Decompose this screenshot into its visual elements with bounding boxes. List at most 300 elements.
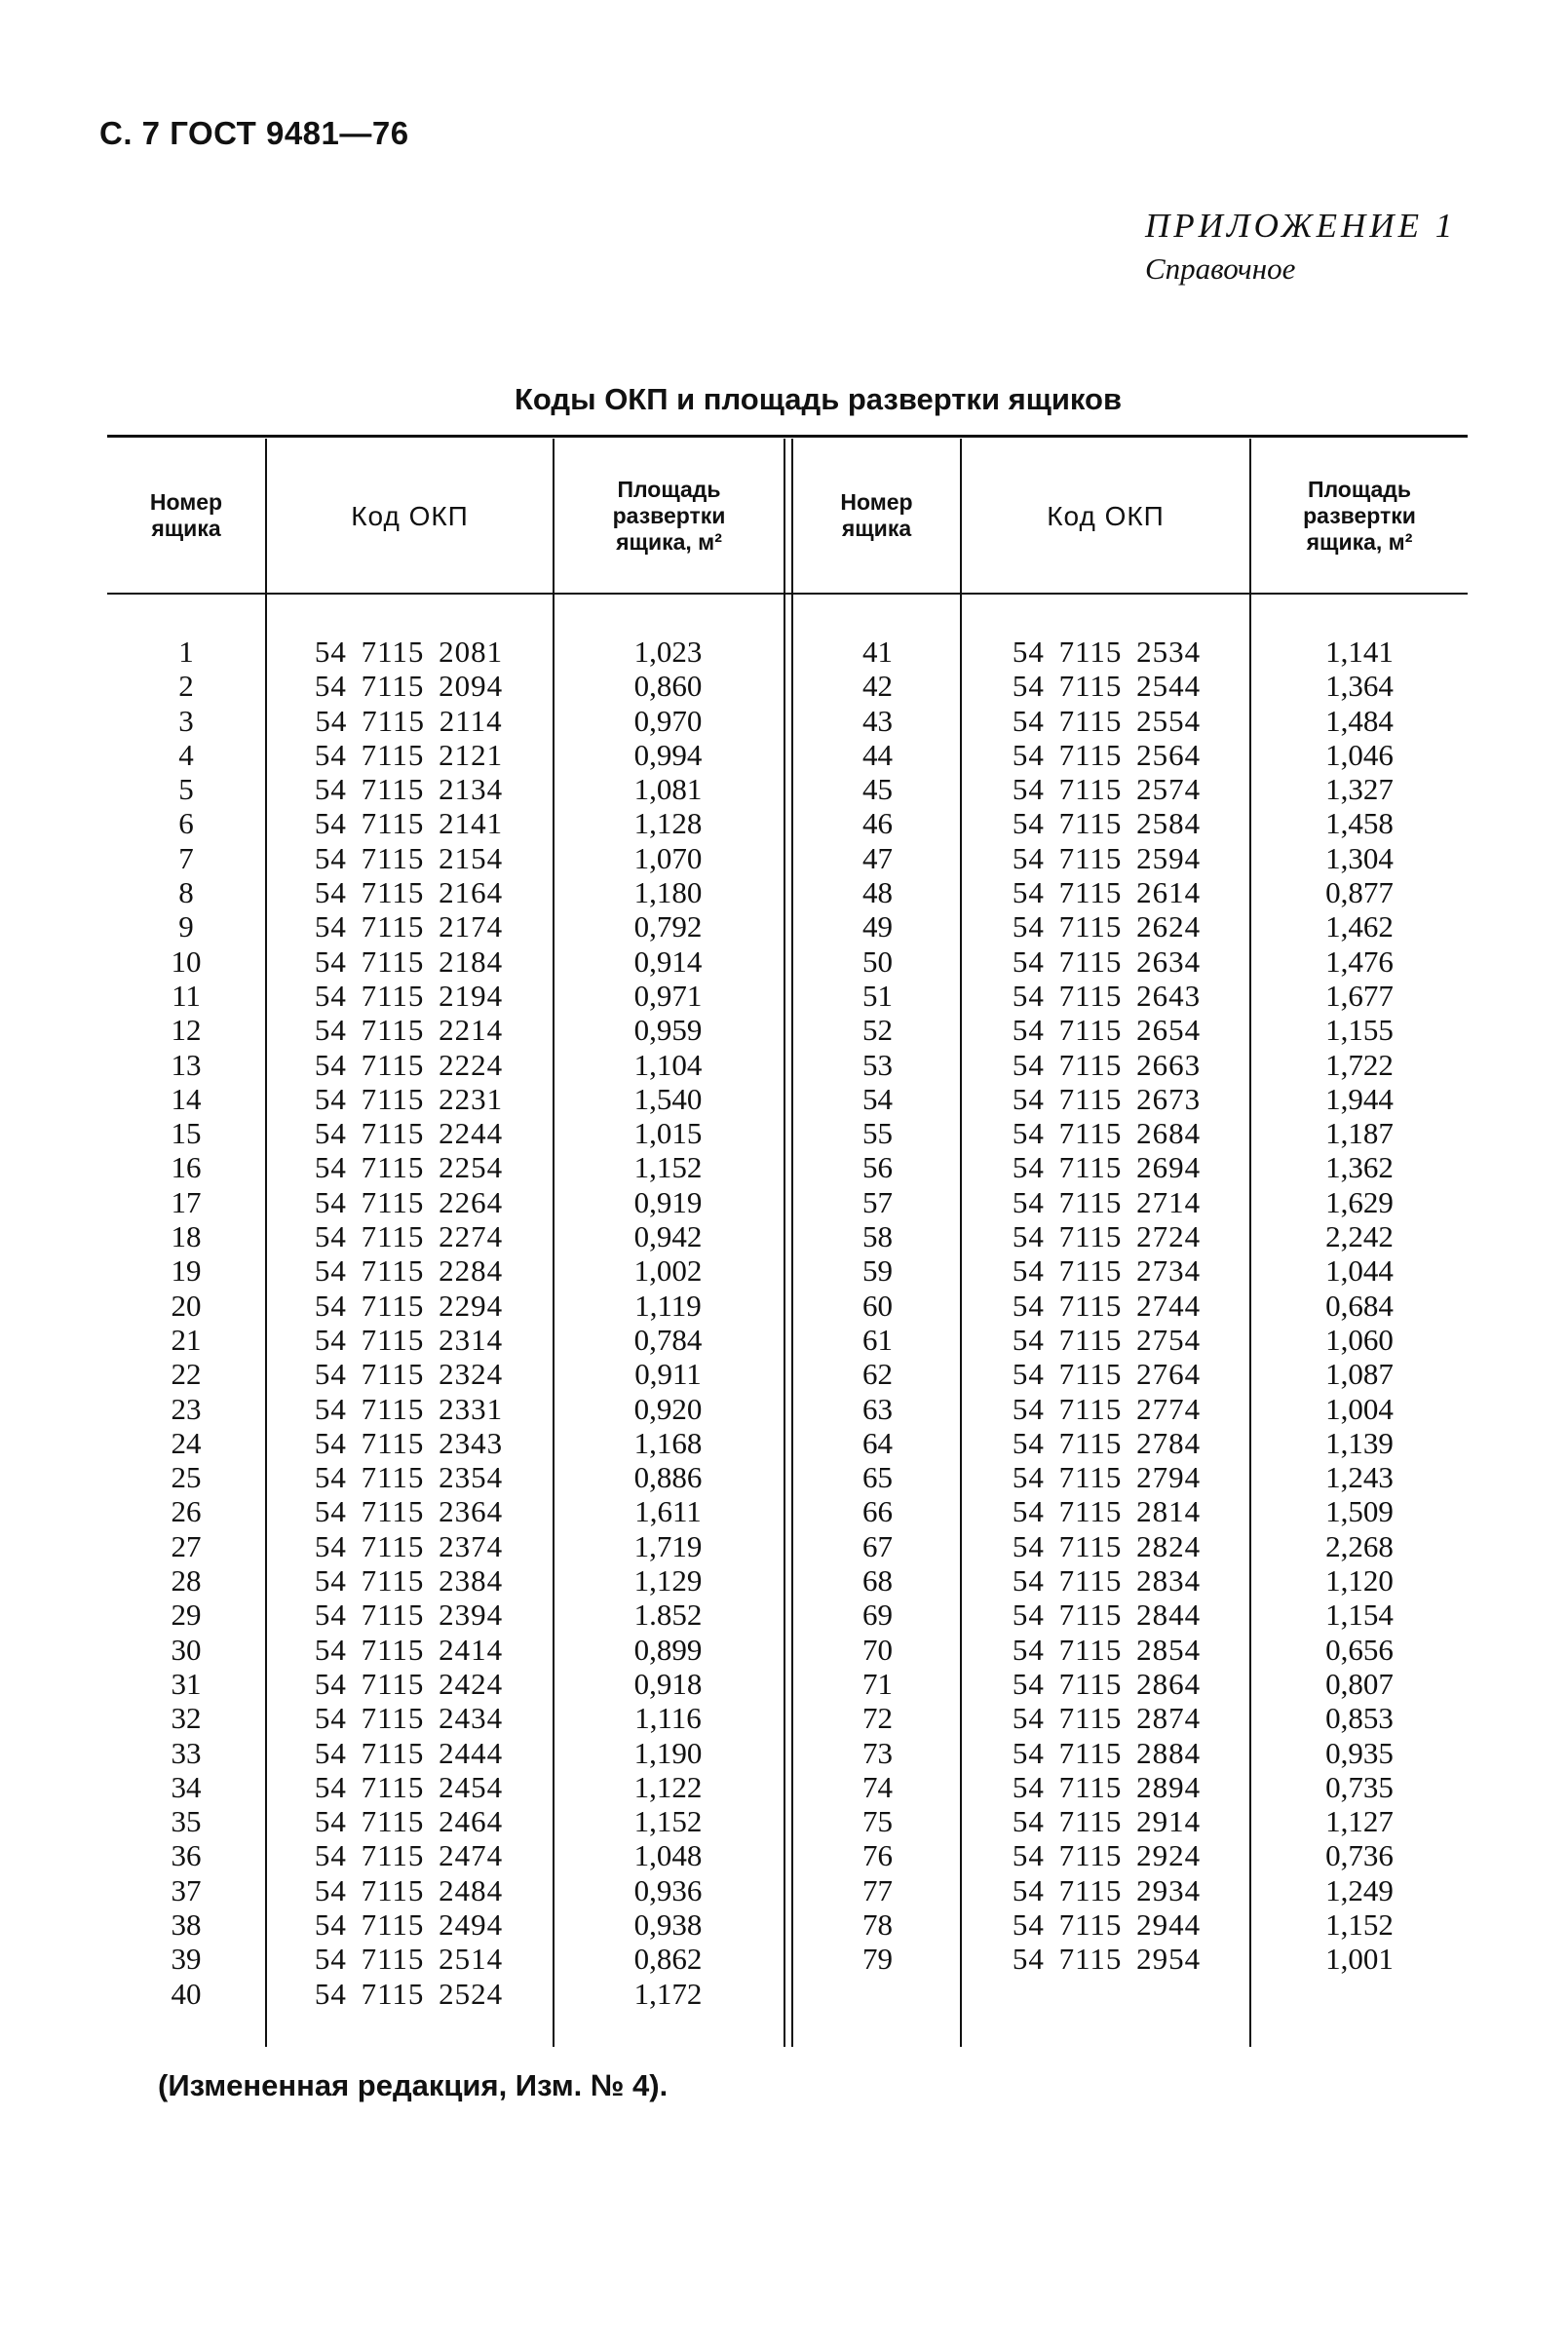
okp-code-cell: 54 7115 2464: [314, 1804, 504, 1839]
area-cell: 1,044: [1325, 1253, 1394, 1289]
table-row: [793, 772, 1468, 806]
okp-code-cell: 54 7115 2314: [314, 1322, 504, 1357]
okp-code-cell: 54 7115 2484: [314, 1872, 504, 1907]
table-row: [107, 1770, 784, 1804]
area-cell: 1,152: [1325, 1906, 1394, 1942]
area-cell: 1,128: [633, 806, 703, 841]
box-number-cell: 69: [862, 1598, 893, 1633]
okp-code-cell: 54 7115 2914: [1012, 1804, 1202, 1839]
area-cell: 1,364: [1325, 669, 1394, 704]
table-row: [793, 841, 1468, 875]
table-row: [107, 1219, 784, 1253]
okp-code-cell: 54 7115 2154: [314, 840, 504, 875]
area-cell: 1,004: [1325, 1391, 1394, 1426]
box-number-cell: 29: [171, 1598, 202, 1633]
okp-code-cell: 54 7115 2114: [315, 703, 503, 738]
box-number-cell: 60: [862, 1288, 893, 1323]
box-number-cell: 37: [171, 1872, 202, 1907]
area-cell: 0,920: [633, 1391, 703, 1426]
box-number-cell: 21: [171, 1322, 202, 1357]
area-cell: 0,911: [634, 1357, 702, 1392]
area-cell: 1,048: [633, 1838, 703, 1873]
box-number-cell: 49: [862, 909, 893, 944]
okp-code-cell: 54 7115 2614: [1012, 875, 1202, 910]
area-cell: 1,362: [1325, 1150, 1394, 1185]
area-cell: 0,959: [633, 1013, 703, 1048]
okp-code-cell: 54 7115 2164: [314, 875, 504, 910]
table-row: [107, 841, 784, 875]
box-number-cell: 68: [862, 1563, 893, 1598]
table-row: [107, 875, 784, 909]
left-table-body: [107, 635, 784, 2011]
okp-code-cell: 54 7115 2724: [1012, 1219, 1202, 1254]
table-row: [107, 1873, 784, 1907]
okp-code-cell: 54 7115 2574: [1012, 772, 1202, 807]
okp-code-cell: 54 7115 2844: [1012, 1598, 1202, 1633]
appendix-title: ПРИЛОЖЕНИЕ 1: [1145, 207, 1457, 245]
box-number-cell: 61: [862, 1322, 893, 1357]
table-row: [107, 909, 784, 943]
table-row: [793, 1048, 1468, 1082]
header-box-number: [107, 439, 265, 593]
table-row: [793, 704, 1468, 738]
header-number-line2: ящика: [841, 516, 912, 541]
appendix-label: [1145, 207, 1467, 287]
area-cell: 0,914: [633, 943, 703, 979]
area-cell: 1,139: [1325, 1425, 1394, 1460]
area-cell: 1,722: [1325, 1047, 1394, 1082]
table-row: [793, 1563, 1468, 1598]
table-row: [107, 1977, 784, 2011]
okp-code-cell: 54 7115 2884: [1012, 1735, 1202, 1770]
area-cell: 0,994: [633, 737, 703, 772]
table-row: [793, 1150, 1468, 1184]
header-area-right: [1251, 439, 1468, 593]
area-cell: 0,942: [633, 1219, 703, 1254]
table-row: [793, 875, 1468, 909]
box-number-cell: 6: [178, 806, 194, 841]
table-row: [107, 1736, 784, 1770]
area-cell: 2,268: [1325, 1528, 1394, 1563]
table-row: [107, 1116, 784, 1150]
header-area-line1: Площадь: [617, 476, 721, 502]
box-number-cell: 73: [862, 1735, 893, 1770]
okp-code-cell: 54 7115 2424: [314, 1666, 504, 1701]
okp-code-cell: 54 7115 2774: [1012, 1391, 1202, 1426]
table-row: [107, 738, 784, 772]
okp-code-cell: 54 7115 2094: [314, 669, 504, 704]
box-number-cell: 31: [171, 1666, 202, 1701]
box-number-cell: 1: [178, 635, 194, 669]
box-number-cell: 63: [862, 1391, 893, 1426]
table-row: [793, 1082, 1468, 1116]
document-reference: С. 7 ГОСТ 9481—76: [99, 115, 409, 151]
area-cell: 1,719: [633, 1528, 703, 1563]
header-area-line1: Площадь: [1307, 476, 1412, 502]
area-cell: 2,242: [1325, 1219, 1394, 1254]
area-cell: 1,046: [1325, 737, 1394, 772]
area-cell: 0,862: [633, 1942, 703, 1977]
okp-code-cell: 54 7115 2134: [314, 772, 504, 807]
table-row: [793, 1253, 1468, 1288]
area-cell: 1,677: [1325, 978, 1394, 1013]
okp-code-cell: 54 7115 2374: [314, 1528, 504, 1563]
okp-code-cell: 54 7115 2734: [1012, 1253, 1202, 1289]
box-number-cell: 39: [171, 1942, 202, 1977]
okp-code-cell: 54 7115 2394: [314, 1598, 504, 1633]
box-number-cell: 17: [171, 1184, 202, 1219]
okp-code-cell: 54 7115 2894: [1012, 1769, 1202, 1804]
area-cell: 0,656: [1325, 1632, 1394, 1667]
table-row: [793, 1185, 1468, 1219]
box-number-cell: 79: [862, 1942, 893, 1977]
area-cell: 1,172: [633, 1976, 703, 2011]
box-number-cell: 72: [862, 1701, 893, 1736]
box-number-cell: 2: [178, 669, 194, 704]
area-cell: 1,540: [633, 1081, 703, 1116]
okp-code-cell: 54 7115 2924: [1012, 1838, 1202, 1873]
okp-code-cell: 54 7115 2214: [314, 1013, 504, 1048]
area-cell: 1,127: [1325, 1804, 1394, 1839]
okp-code-cell: 54 7115 2684: [1012, 1116, 1202, 1151]
table-row: [107, 1633, 784, 1667]
table-row: [793, 1667, 1468, 1701]
header-area: [555, 439, 784, 593]
table-row: [793, 1804, 1468, 1838]
table-row: [793, 909, 1468, 943]
okp-code-cell: 54 7115 2634: [1012, 943, 1202, 979]
appendix-subtitle: Справочное: [1145, 251, 1296, 286]
table-row: [793, 1770, 1468, 1804]
header-code: Код ОКП: [351, 500, 469, 531]
box-number-cell: 7: [178, 840, 194, 875]
box-number-cell: 12: [171, 1013, 202, 1048]
okp-code-cell: 54 7115 2494: [314, 1906, 504, 1942]
box-number-cell: 62: [862, 1357, 893, 1392]
okp-code-cell: 54 7115 2121: [314, 737, 504, 772]
table-row: [793, 1116, 1468, 1150]
okp-code-cell: 54 7115 2714: [1012, 1184, 1202, 1219]
area-cell: 1,104: [633, 1047, 703, 1082]
area-cell: 0,936: [633, 1872, 703, 1907]
box-number-cell: 67: [862, 1528, 893, 1563]
okp-code-cell: 54 7115 2864: [1012, 1666, 1202, 1701]
table-row: [793, 1357, 1468, 1391]
area-cell: 1,122: [633, 1769, 703, 1804]
table-row: [107, 1598, 784, 1632]
okp-code-cell: 54 7115 2294: [314, 1288, 504, 1323]
area-cell: 1,476: [1325, 943, 1394, 979]
table-row: [107, 806, 784, 840]
area-cell: 1,060: [1325, 1322, 1394, 1357]
box-number-cell: 3: [178, 703, 194, 738]
box-number-cell: 25: [171, 1460, 202, 1495]
table-row: [107, 944, 784, 979]
box-number-cell: 78: [862, 1906, 893, 1942]
okp-code-cell: 54 7115 2794: [1012, 1460, 1202, 1495]
table-row: [107, 772, 784, 806]
table-row: [107, 669, 784, 703]
okp-code-cell: 54 7115 2874: [1012, 1701, 1202, 1736]
okp-code-cell: 54 7115 2534: [1012, 635, 1202, 669]
okp-code-cell: 54 7115 2384: [314, 1563, 504, 1598]
box-number-cell: 59: [862, 1253, 893, 1289]
area-cell: 0,938: [633, 1906, 703, 1942]
table-row: [793, 1289, 1468, 1323]
header-area-line2: развертки: [1303, 502, 1416, 528]
box-number-cell: 47: [862, 840, 893, 875]
table-top-rule: [107, 435, 1468, 438]
box-number-cell: 71: [862, 1666, 893, 1701]
box-number-cell: 75: [862, 1804, 893, 1839]
box-number-cell: 13: [171, 1047, 202, 1082]
table-row: [793, 1529, 1468, 1563]
okp-code-cell: 54 7115 2643: [1012, 978, 1202, 1013]
okp-code-cell: 54 7115 2174: [314, 909, 504, 944]
box-number-cell: 22: [171, 1357, 202, 1392]
header-area-line3: ящика, м²: [616, 528, 722, 555]
okp-code-cell: 54 7115 2663: [1012, 1047, 1202, 1082]
box-number-cell: 5: [178, 772, 194, 807]
table-row: [107, 1082, 784, 1116]
okp-code-cell: 54 7115 2324: [314, 1357, 504, 1392]
okp-code-cell: 54 7115 2764: [1012, 1357, 1202, 1392]
table-row: [107, 1357, 784, 1391]
table-row: [793, 1013, 1468, 1047]
center-double-divider: [784, 439, 785, 2047]
table-row: [793, 1598, 1468, 1632]
box-number-cell: 46: [862, 806, 893, 841]
area-cell: 1,509: [1325, 1494, 1394, 1529]
area-cell: 0,919: [633, 1184, 703, 1219]
area-cell: 1,249: [1325, 1872, 1394, 1907]
table-row: [793, 1701, 1468, 1735]
table-row: [107, 1150, 784, 1184]
okp-code-cell: 54 7115 2754: [1012, 1322, 1202, 1357]
area-cell: 1,327: [1325, 772, 1394, 807]
box-number-cell: 50: [862, 943, 893, 979]
table-row: [793, 1873, 1468, 1907]
box-number-cell: 11: [172, 978, 201, 1013]
okp-code-cell: 54 7115 2184: [314, 943, 504, 979]
area-cell: 1,304: [1325, 840, 1394, 875]
area-cell: 0,899: [633, 1632, 703, 1667]
table-row: [107, 1494, 784, 1528]
table-row: [107, 1013, 784, 1047]
table-row: [107, 1804, 784, 1838]
okp-code-cell: 54 7115 2254: [314, 1150, 504, 1185]
table-row: [793, 1942, 1468, 1976]
table-row: [793, 738, 1468, 772]
okp-code-cell: 54 7115 2594: [1012, 840, 1202, 875]
table-row: [107, 1529, 784, 1563]
right-table-body: [793, 635, 1468, 1977]
box-number-cell: 70: [862, 1632, 893, 1667]
okp-code-cell: 54 7115 2414: [314, 1632, 504, 1667]
okp-code-cell: 54 7115 2834: [1012, 1563, 1202, 1598]
box-number-cell: 35: [171, 1804, 202, 1839]
box-number-cell: 55: [862, 1116, 893, 1151]
okp-code-cell: 54 7115 2934: [1012, 1872, 1202, 1907]
box-number-cell: 32: [171, 1701, 202, 1736]
table-row: [107, 979, 784, 1013]
table-row: [793, 1460, 1468, 1494]
box-number-cell: 10: [171, 943, 202, 979]
area-cell: 0,971: [633, 978, 703, 1013]
area-cell: 1,458: [1325, 806, 1394, 841]
box-number-cell: 45: [862, 772, 893, 807]
okp-code-cell: 54 7115 2944: [1012, 1906, 1202, 1942]
okp-code-cell: 54 7115 2673: [1012, 1081, 1202, 1116]
header-box-number-right: [793, 439, 960, 593]
box-number-cell: 57: [862, 1184, 893, 1219]
okp-code-cell: 54 7115 2824: [1012, 1528, 1202, 1563]
table-row: [107, 1701, 784, 1735]
area-cell: 0,684: [1325, 1288, 1394, 1323]
box-number-cell: 34: [171, 1769, 202, 1804]
okp-code-cell: 54 7115 2654: [1012, 1013, 1202, 1048]
okp-code-cell: 54 7115 2814: [1012, 1494, 1202, 1529]
box-number-cell: 30: [171, 1632, 202, 1667]
area-cell: 1,129: [633, 1563, 703, 1598]
table-row: [793, 1323, 1468, 1357]
header-code-right: Код ОКП: [1047, 500, 1165, 531]
okp-code-cell: 54 7115 2564: [1012, 737, 1202, 772]
table-row: [107, 704, 784, 738]
box-number-cell: 18: [171, 1219, 202, 1254]
area-cell: 0,736: [1325, 1838, 1394, 1873]
area-cell: 1,120: [1325, 1563, 1394, 1598]
table-row: [107, 1563, 784, 1598]
okp-code-cell: 54 7115 2474: [314, 1838, 504, 1873]
box-number-cell: 41: [862, 635, 893, 669]
table-row: [107, 1253, 784, 1288]
okp-code-cell: 54 7115 2194: [314, 978, 504, 1013]
box-number-cell: 42: [862, 669, 893, 704]
okp-code-cell: 54 7115 2454: [314, 1769, 504, 1804]
area-cell: 1,141: [1325, 635, 1394, 669]
table-row: [107, 1667, 784, 1701]
table-row: [793, 806, 1468, 840]
area-cell: 0,918: [633, 1666, 703, 1701]
area-cell: 1,152: [633, 1804, 703, 1839]
okp-code-cell: 54 7115 2584: [1012, 806, 1202, 841]
table-row: [793, 1907, 1468, 1942]
box-number-cell: 36: [171, 1838, 202, 1873]
table-header-rule: [107, 593, 1468, 595]
table-row: [793, 1736, 1468, 1770]
box-number-cell: 58: [862, 1219, 893, 1254]
box-number-cell: 74: [862, 1769, 893, 1804]
okp-code-cell: 54 7115 2264: [314, 1184, 504, 1219]
header-number-line1: Номер: [840, 489, 913, 515]
table-row: [107, 1185, 784, 1219]
area-cell: 1,629: [1325, 1184, 1394, 1219]
table-row: [107, 1323, 784, 1357]
box-number-cell: 54: [862, 1081, 893, 1116]
box-number-cell: 14: [171, 1081, 202, 1116]
okp-code-cell: 54 7115 2524: [314, 1976, 504, 2011]
table-title: Коды ОКП и площадь развертки ящиков: [514, 382, 1123, 416]
box-number-cell: 19: [171, 1253, 202, 1289]
okp-code-cell: 54 7115 2514: [314, 1942, 504, 1977]
area-cell: 1,611: [634, 1494, 702, 1529]
area-cell: 1,023: [633, 635, 703, 669]
revision-note: (Измененная редакция, Изм. № 4).: [158, 2068, 669, 2102]
okp-code-cell: 54 7115 2544: [1012, 669, 1202, 704]
okp-code-cell: 54 7115 2231: [314, 1081, 504, 1116]
area-cell: 0,860: [633, 669, 703, 704]
table-row: [107, 1460, 784, 1494]
okp-code-cell: 54 7115 2784: [1012, 1425, 1202, 1460]
area-cell: 0,784: [633, 1322, 703, 1357]
area-cell: 0,735: [1325, 1769, 1394, 1804]
okp-code-cell: 54 7115 2081: [314, 635, 504, 669]
box-number-cell: 9: [178, 909, 194, 944]
okp-code-cell: 54 7115 2694: [1012, 1150, 1202, 1185]
area-cell: 1,462: [1325, 909, 1394, 944]
box-number-cell: 51: [862, 978, 893, 1013]
box-number-cell: 52: [862, 1013, 893, 1048]
area-cell: 0,935: [1325, 1735, 1394, 1770]
box-number-cell: 4: [178, 737, 194, 772]
area-cell: 1,484: [1325, 703, 1394, 738]
table-row: [107, 635, 784, 669]
box-number-cell: 38: [171, 1906, 202, 1942]
table-row: [793, 1426, 1468, 1460]
box-number-cell: 64: [862, 1425, 893, 1460]
area-cell: 1,152: [633, 1150, 703, 1185]
table-row: [107, 1426, 784, 1460]
area-cell: 1,187: [1325, 1116, 1394, 1151]
box-number-cell: 66: [862, 1494, 893, 1529]
area-cell: 0,807: [1325, 1666, 1394, 1701]
okp-code-cell: 54 7115 2554: [1012, 703, 1202, 738]
box-number-cell: 15: [171, 1116, 202, 1151]
area-cell: 1,001: [1325, 1942, 1394, 1977]
area-cell: 0,970: [633, 703, 703, 738]
okp-code-cell: 54 7115 2354: [314, 1460, 504, 1495]
area-cell: 0,877: [1325, 875, 1394, 910]
okp-code-cell: 54 7115 2343: [314, 1425, 504, 1460]
area-cell: 1,002: [633, 1253, 703, 1289]
box-number-cell: 44: [862, 737, 893, 772]
okp-code-cell: 54 7115 2364: [314, 1494, 504, 1529]
area-cell: 1,081: [633, 772, 703, 807]
box-number-cell: 28: [171, 1563, 202, 1598]
area-cell: 0,886: [633, 1460, 703, 1495]
table-row: [107, 1907, 784, 1942]
box-number-cell: 48: [862, 875, 893, 910]
area-cell: 1,116: [634, 1701, 702, 1736]
okp-code-cell: 54 7115 2244: [314, 1116, 504, 1151]
table-row: [107, 1048, 784, 1082]
table-row: [107, 1392, 784, 1426]
table-row: [793, 1838, 1468, 1872]
box-number-cell: 40: [171, 1976, 202, 2011]
header-number-line1: Номер: [149, 489, 223, 515]
table-row: [107, 1289, 784, 1323]
okp-code-cell: 54 7115 2331: [314, 1391, 504, 1426]
okp-code-cell: 54 7115 2141: [314, 806, 504, 841]
area-cell: 0,792: [633, 909, 703, 944]
area-cell: 1,190: [633, 1735, 703, 1770]
box-number-cell: 53: [862, 1047, 893, 1082]
box-number-cell: 24: [171, 1425, 202, 1460]
box-number-cell: 23: [171, 1391, 202, 1426]
box-number-cell: 8: [178, 875, 194, 910]
table-row: [107, 1942, 784, 1976]
